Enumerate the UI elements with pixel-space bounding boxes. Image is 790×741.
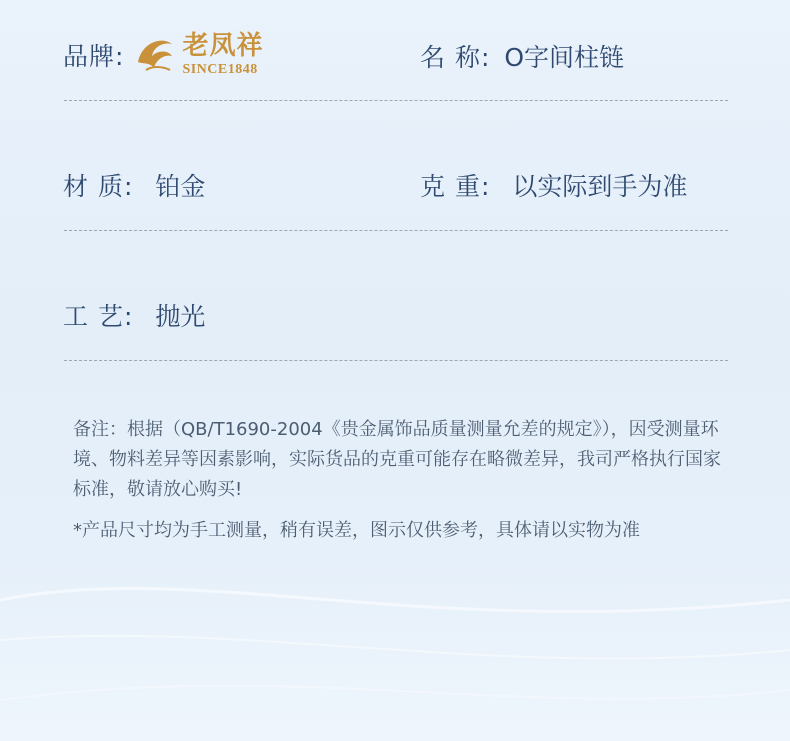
material-field: [63, 167, 205, 203]
divider: [64, 360, 728, 361]
remark-note: 备注：根据（QB/T1690-2004《贵金属饰品质量测量允差的规定》），因受测量环境、物料差异等因素影响，实际货品的克重可能存在略微差异，我司严格执行国家标准，敬请放心购买!: [73, 419, 721, 500]
brand-field: [63, 32, 263, 78]
weight-label: 克 重:: [420, 172, 491, 201]
logo-chinese-text: 老凤祥: [182, 31, 264, 61]
phoenix-logo-icon: [132, 32, 178, 78]
material-label: 材 质:: [63, 172, 134, 201]
name-label: 名 称:: [420, 43, 491, 72]
brand-label: 品牌:: [63, 42, 125, 71]
weight-field: [420, 167, 687, 203]
disclaimer-note: *产品尺寸均为手工测量，稍有误差，图示仅供参考，具体请以实物为准: [73, 520, 640, 541]
name-value: O字间柱链: [504, 43, 625, 72]
material-value: 铂金: [155, 172, 206, 201]
craft-field: [63, 297, 205, 333]
logo-since-text: SINCE1848: [182, 62, 258, 77]
divider: [64, 100, 728, 101]
brand-logo: [132, 32, 263, 78]
name-field: [420, 38, 624, 74]
craft-label: 工 艺:: [63, 302, 134, 331]
weight-value: 以实际到手为准: [512, 172, 688, 201]
craft-value: 抛光: [155, 302, 206, 331]
divider: [64, 230, 728, 231]
